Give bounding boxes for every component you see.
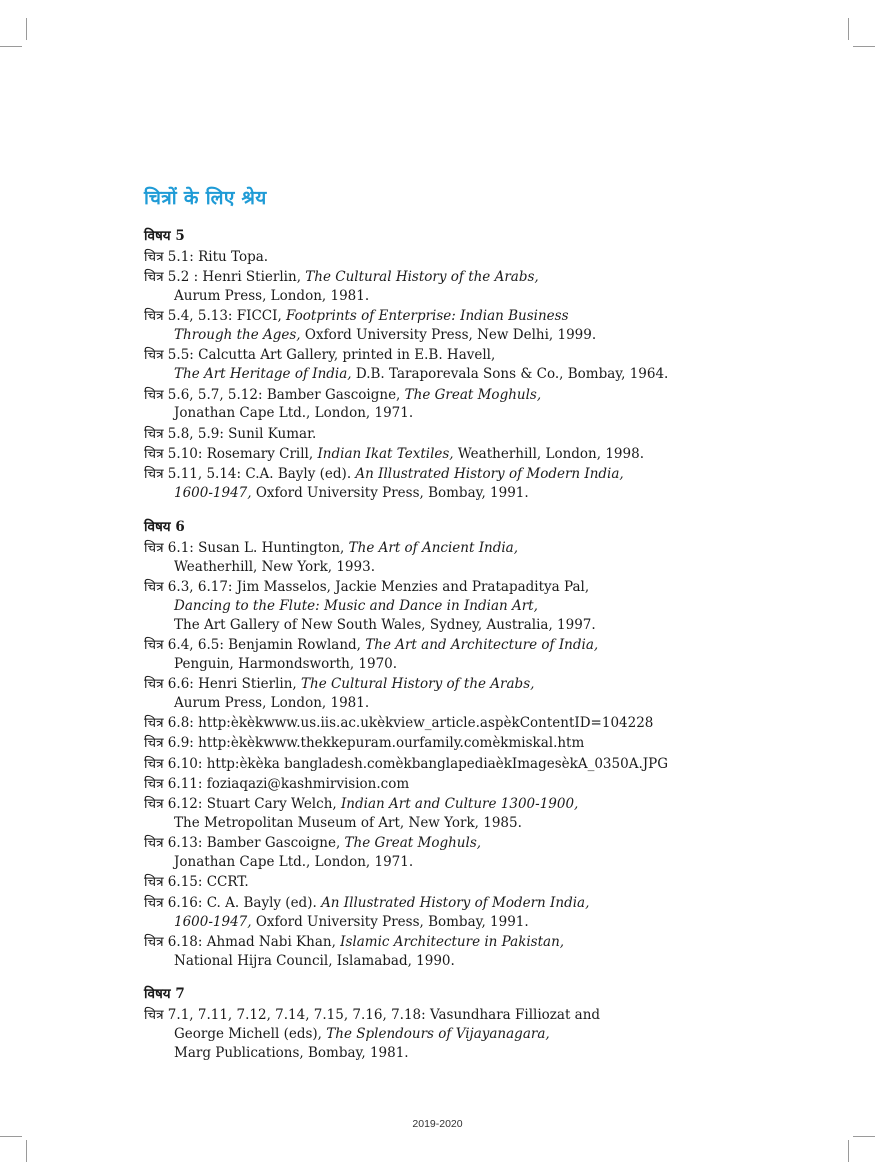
credit-text: चित्र 5.8, 5.9: Sunil Kumar. bbox=[144, 425, 317, 442]
credit-entry bbox=[144, 465, 704, 503]
credit-entry bbox=[144, 834, 704, 872]
crop-mark-bottom-right-h bbox=[853, 1136, 875, 1137]
credit-continuation-line bbox=[144, 952, 704, 971]
credit-entry bbox=[144, 268, 704, 306]
section-heading: विषय 7 bbox=[144, 986, 185, 1003]
credit-continuation-line bbox=[144, 913, 704, 932]
credit-line bbox=[144, 425, 704, 444]
credit-title-text: The Art Heritage of India, bbox=[174, 366, 352, 383]
credit-text: चित्र 5.10: Rosemary Crill, bbox=[144, 445, 318, 462]
credit-text: Marg Publications, Bombay, 1981. bbox=[174, 1044, 409, 1061]
credit-text: चित्र 6.11: foziaqazi@kashmirvision.com bbox=[144, 775, 410, 792]
credit-line bbox=[144, 268, 704, 287]
credit-entry bbox=[144, 734, 704, 753]
credit-title-text: Indian Art and Culture 1300-1900, bbox=[340, 796, 579, 813]
credit-title-text: The Cultural History of the Arabs, bbox=[301, 675, 535, 692]
credit-entry bbox=[144, 675, 704, 713]
credit-text: Oxford University Press, Bombay, 1991. bbox=[251, 485, 529, 502]
credit-text: चित्र 5.2 : Henri Stierlin, bbox=[144, 269, 306, 286]
credit-title-text: The Great Moghuls, bbox=[344, 835, 482, 852]
credit-entry bbox=[144, 386, 704, 424]
credit-line bbox=[144, 445, 704, 464]
credit-continuation-line bbox=[144, 404, 704, 423]
credit-text: Jonathan Cape Ltd., London, 1971. bbox=[174, 405, 414, 422]
credit-continuation-line bbox=[144, 655, 704, 674]
credit-line bbox=[144, 465, 704, 484]
credit-text: चित्र 6.6: Henri Stierlin, bbox=[144, 675, 301, 692]
credit-title-text: The Art of Ancient India, bbox=[348, 539, 519, 556]
credit-text: Aurum Press, London, 1981. bbox=[174, 694, 370, 711]
credit-text: चित्र 5.4, 5.13: FICCI, bbox=[144, 308, 287, 325]
credit-text: चित्र 6.1: Susan L. Huntington, bbox=[144, 539, 349, 556]
credit-entry bbox=[144, 714, 704, 733]
credit-title-text: Indian Ikat Textiles, bbox=[317, 445, 454, 462]
credit-line bbox=[144, 734, 704, 753]
credit-text: George Michell (eds), bbox=[174, 1026, 327, 1043]
credit-entry bbox=[144, 539, 704, 577]
credit-title-text: 1600-1947, bbox=[174, 485, 252, 502]
credit-title-text: An Illustrated History of Modern India, bbox=[321, 894, 590, 911]
credit-line bbox=[144, 578, 704, 597]
credit-line bbox=[144, 539, 704, 558]
credit-entry bbox=[144, 248, 704, 267]
credit-text: Penguin, Harmondsworth, 1970. bbox=[174, 655, 398, 672]
credit-line bbox=[144, 675, 704, 694]
credit-entry bbox=[144, 578, 704, 634]
credit-entry bbox=[144, 933, 704, 971]
credit-entry bbox=[144, 775, 704, 794]
credit-entry bbox=[144, 307, 704, 345]
section-heading: विषय 5 bbox=[144, 228, 185, 244]
credit-text: चित्र 6.8: http:èkèkwww.us.iis.ac.ukèkview_article.aspèkContentID=104228 bbox=[144, 715, 654, 732]
page-title: चित्रों के लिए श्रेय bbox=[144, 187, 267, 209]
credit-title-text: Islamic Architecture in Pakistan, bbox=[340, 933, 565, 950]
credits-list bbox=[144, 226, 704, 1077]
credit-continuation-line bbox=[144, 616, 704, 635]
credit-line bbox=[144, 386, 704, 405]
credit-text: Jonathan Cape Ltd., London, 1971. bbox=[174, 854, 414, 871]
credit-text: चित्र 5.5: Calcutta Art Gallery, printed in E.B. Havell, bbox=[144, 347, 496, 364]
credit-text: National Hijra Council, Islamabad, 1990. bbox=[174, 952, 455, 969]
credit-line bbox=[144, 248, 704, 267]
credit-continuation-line bbox=[144, 597, 704, 616]
credit-continuation-line bbox=[144, 853, 704, 872]
credit-text: The Art Gallery of New South Wales, Sydney, Australia, 1997. bbox=[174, 616, 596, 633]
crop-mark-bottom-left-v bbox=[26, 1140, 27, 1162]
credit-text: चित्र 7.1, 7.11, 7.12, 7.14, 7.15, 7.16, 7.18: Vasundhara Filliozat and bbox=[144, 1007, 601, 1024]
credit-text: चित्र 6.16: C. A. Bayly (ed). bbox=[144, 894, 322, 911]
credit-title-text: Footprints of Enterprise: Indian Business bbox=[286, 308, 569, 325]
credit-continuation-line bbox=[144, 814, 704, 833]
credit-entry bbox=[144, 1006, 704, 1062]
credit-entry bbox=[144, 346, 704, 384]
credits-section bbox=[144, 226, 704, 503]
credit-text: चित्र 5.11, 5.14: C.A. Bayly (ed). bbox=[144, 466, 356, 483]
credit-text: चित्र 6.15: CCRT. bbox=[144, 874, 249, 891]
credit-title-text: The Cultural History of the Arabs, bbox=[305, 269, 539, 286]
credit-line bbox=[144, 873, 704, 892]
page-footer-year: 2019-2020 bbox=[412, 1118, 463, 1130]
credit-entry bbox=[144, 873, 704, 892]
credit-continuation-line bbox=[144, 365, 704, 384]
credit-text: Aurum Press, London, 1981. bbox=[174, 288, 370, 305]
credit-line bbox=[144, 755, 704, 774]
credit-line bbox=[144, 307, 704, 326]
credit-title-text: Dancing to the Flute: Music and Dance in Indian Art, bbox=[174, 597, 538, 614]
credit-line bbox=[144, 894, 704, 913]
credit-continuation-line bbox=[144, 484, 704, 503]
credit-title-text: The Great Moghuls, bbox=[404, 386, 542, 403]
credit-text: चित्र 5.1: Ritu Topa. bbox=[144, 249, 269, 265]
credit-line bbox=[144, 346, 704, 365]
credit-entry bbox=[144, 755, 704, 774]
credit-text: चित्र 6.13: Bamber Gascoigne, bbox=[144, 835, 345, 852]
credit-line bbox=[144, 636, 704, 655]
credit-continuation-line bbox=[144, 1044, 704, 1063]
credit-line bbox=[144, 1006, 704, 1025]
credit-continuation-line bbox=[144, 694, 704, 713]
credit-title-text: 1600-1947, bbox=[174, 913, 252, 930]
credit-text: चित्र 6.18: Ahmad Nabi Khan, bbox=[144, 933, 341, 950]
credit-entry bbox=[144, 445, 704, 464]
crop-mark-top-right-h bbox=[853, 46, 875, 47]
credit-title-text: The Art and Architecture of India, bbox=[365, 636, 599, 653]
credit-text: चित्र 6.4, 6.5: Benjamin Rowland, bbox=[144, 636, 366, 653]
credit-text: Weatherhill, London, 1998. bbox=[453, 445, 644, 462]
crop-mark-bottom-left-h bbox=[0, 1136, 22, 1137]
crop-mark-top-right-v bbox=[848, 18, 849, 40]
section-heading: विषय 6 bbox=[144, 518, 185, 535]
credit-entry bbox=[144, 894, 704, 932]
credit-text: चित्र 6.10: http:èkèka bangladesh.comèkbanglapediaèkImagesèkA_0350A.JPG bbox=[144, 755, 669, 772]
credit-entry bbox=[144, 425, 704, 444]
credit-continuation-line bbox=[144, 326, 704, 345]
credit-line bbox=[144, 775, 704, 794]
credit-entry bbox=[144, 636, 704, 674]
credit-text: चित्र 6.12: Stuart Cary Welch, bbox=[144, 796, 341, 813]
credit-title-text: An Illustrated History of Modern India, bbox=[355, 466, 624, 483]
credit-text: Weatherhill, New York, 1993. bbox=[174, 558, 375, 575]
credit-continuation-line bbox=[144, 1025, 704, 1044]
credit-text: The Metropolitan Museum of Art, New York, 1985. bbox=[174, 815, 522, 832]
credits-section bbox=[144, 984, 704, 1062]
credit-title-text: Through the Ages, bbox=[174, 327, 301, 344]
credit-line bbox=[144, 834, 704, 853]
credit-line bbox=[144, 714, 704, 733]
credit-text: चित्र 6.3, 6.17: Jim Masselos, Jackie Menzies and Pratapaditya Pal, bbox=[144, 578, 590, 595]
credit-entry bbox=[144, 795, 704, 833]
credit-line bbox=[144, 795, 704, 814]
credit-continuation-line bbox=[144, 558, 704, 577]
credit-text: Oxford University Press, Bombay, 1991. bbox=[251, 913, 529, 930]
credit-text: Oxford University Press, New Delhi, 1999. bbox=[300, 327, 597, 344]
credits-section bbox=[144, 517, 704, 971]
credit-text: D.B. Taraporevala Sons & Co., Bombay, 1964. bbox=[351, 366, 669, 383]
crop-mark-top-left-v bbox=[26, 18, 27, 40]
credit-title-text: The Splendours of Vijayanagara, bbox=[326, 1026, 550, 1043]
crop-mark-top-left-h bbox=[0, 46, 22, 47]
credit-line bbox=[144, 933, 704, 952]
credit-text: चित्र 5.6, 5.7, 5.12: Bamber Gascoigne, bbox=[144, 386, 405, 403]
credit-text: चित्र 6.9: http:èkèkwww.thekkepuram.ourfamily.comèkmiskal.htm bbox=[144, 735, 585, 752]
credit-continuation-line bbox=[144, 287, 704, 306]
crop-mark-bottom-right-v bbox=[848, 1140, 849, 1162]
